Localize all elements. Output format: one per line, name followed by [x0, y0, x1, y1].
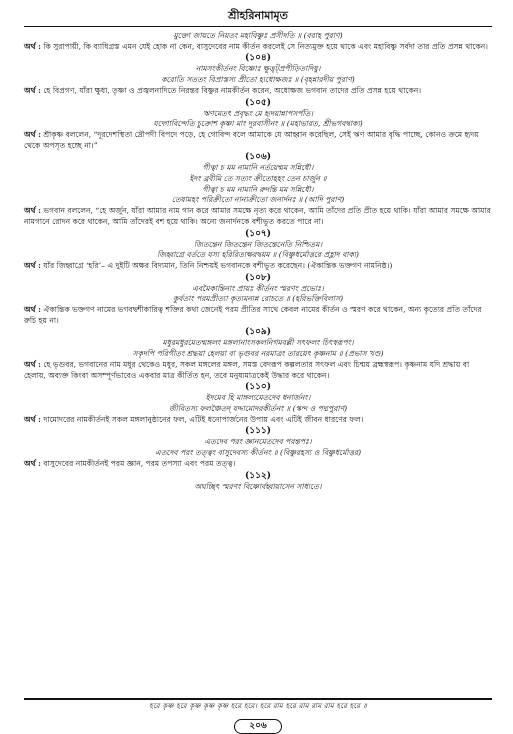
verse-line: জিতন্তেন জিতন্তেন জিতন্তেনেতি নিশ্চিতম।	[193, 239, 323, 249]
meaning-text: ভগবান বললেন, “হে অর্জুন, যাঁরা আমার নাম গান করে আমার সমক্ষে নৃত্য করে থাকেন, আমি তাঁদের প্রতি প্রীত হয়ে থাকি। যাঁরা আমার সমক্ষে আমার নামগানে রোদন করে থাকেন, আমি তাঁদেরই বশ হয়ে থাকি। অন্যে জনার্দনকে বশীভূত করতে পারে না।	[24, 206, 491, 226]
meaning-paragraph	[24, 415, 492, 426]
verse-line: গীত্বা চ মম নামানি নর্তয়েন্মম সন্নিধৌ।	[202, 163, 314, 173]
meaning-label: অর্থ :	[24, 458, 41, 468]
meaning-paragraph	[24, 42, 492, 53]
meaning-label: অর্থ :	[24, 414, 41, 424]
verse-line: এতদেব পরং তত্ত্বং বাসুদেবস্য কীর্তনং ॥ (বিষ্ণুরহস্য ও বিষ্ণুধর্মোত্তর)	[154, 448, 362, 458]
meaning-text: বাসুদেবের নামকীর্তনই পরম জ্ঞান, পরম তপস্যা এবং পরম তত্ত্ব।	[43, 458, 236, 468]
meaning-label: অর্থ :	[24, 129, 41, 139]
verse-number: (১০৭)	[244, 228, 272, 239]
meaning-text: হে ভৃগুবর, ভগবানের নাম মধুর থেকেও মধুর, সকল মঙ্গলের মঙ্গল, সমস্ত বেদরূপ কল্পলতার সৎফল এবং চিন্ময় ব্রহ্মস্বরূপ। কৃষ্ণনাম যদি শ্রদ্ধায় বা হেলায়, অব্যক্ত কিংবা অসম্পূর্ণভাবেও একবার মাত্র কীর্তিত হন, তবে মনুষ্যমাত্রকেই উদ্ধার করে থাকেন।	[24, 359, 470, 380]
meaning-label: অর্থ :	[24, 359, 41, 369]
verse-line: ইদং ব্রবীমি তে সত্যং ক্রীতোহহং তেন চার্জুন ॥	[189, 174, 327, 184]
verse-number: (১০৫)	[244, 97, 272, 108]
verse-line: মধুরমধুরমেতন্মঙ্গলং মঙ্গলানাংসকলনিগমবল্লী সৎফলং চিৎস্বরূপং।	[162, 338, 354, 348]
meaning-paragraph	[24, 86, 492, 97]
meaning-paragraph	[24, 459, 492, 470]
verse-line: জীবিতস্য ফলঞ্চৈতদ্ যদ্দামোদরকীর্তনং ॥ (স্কন্দ ও পদ্মপুরাণ)	[168, 403, 348, 413]
verse-number: (১০৯)	[244, 327, 272, 338]
meaning-label: অর্থ :	[24, 260, 41, 270]
verse-line: করোতি সততং বিপ্রাস্তস্য প্রীতো হ্যধোক্ষজঃ ॥ (বৃহন্নারদীয় পুরাণ)	[161, 75, 355, 85]
verse-line: তেষামহং পরিক্রীতো নান্যক্রীতো জনার্দনঃ ॥ (আদি পুরাণ)	[171, 195, 345, 205]
footer-mantra: হরে কৃষ্ণ হরে কৃষ্ণ কৃষ্ণ কৃষ্ণ হরে হরে। হরে রাম হরে রাম রাম রাম হরে হরে ॥	[149, 702, 367, 710]
meaning-label: অর্থ :	[24, 85, 41, 95]
meaning-label: অর্থ :	[24, 206, 41, 216]
verse-line: এবমৈকান্তিনাং প্রায়ঃ কীর্তনং স্মরণং প্রভোঃ।	[192, 283, 324, 293]
verse-line: এতদেব পরং জ্ঞানমেতদেব পরন্তপঃ।	[204, 437, 312, 447]
verse-line: সকৃদপি পরিগীতং শ্রদ্ধয়া হেলয়া বা ভৃগুবর নরমাত্রং তারয়েৎ কৃষ্ণনাম ॥ (প্রভাস খণ্ড)	[132, 349, 384, 359]
running-header-title: শ্রীহরিনামামৃত	[228, 9, 288, 22]
verse-number: (১০৪)	[244, 53, 272, 64]
meaning-text: হে বিপ্রগণ, যাঁরা ক্ষুধা, তৃষ্ণা ও প্রজ্বলনাদিতে নিরন্তর বিষ্ণুর নামকীর্তন করেন, অধোক্ষজ ভগবান তাদের প্রতি প্রসন্ন হয়ে থাকেন।	[43, 85, 422, 95]
verse-line: গীত্বা চ মম নামানি রুদন্তি মম সন্নিধৌ।	[202, 184, 314, 194]
meaning-paragraph	[24, 261, 492, 272]
meaning-text: কি সুরাপায়ী, কি ব্যাধিগ্রস্ত এমন যেই হোক না কেন, বাসুদেবের নাম কীর্তন করলেই সে নিত্যমুক্ত হয়ে থাকে এবং মহাবিষ্ণু সর্বদা তার প্রতি প্রসন্ন থাকেন।	[43, 41, 488, 51]
verse-line: জিহ্বাগ্রে বর্ততে যস্য হরিরিত্যক্ষরদ্বয়ম ॥ (বিষ্ণুধর্মোত্তরে প্রহ্লাদ বাক্য)	[157, 250, 359, 260]
meaning-label: অর্থ :	[24, 305, 41, 315]
meaning-paragraph	[24, 360, 492, 381]
verse-number: (১০৮)	[244, 272, 272, 283]
verse-line: অঘচ্ছিৎ স্মরণং বিষ্ণোর্বহ্বায়াসেন সাধ্যতে।	[194, 481, 322, 491]
page-number: ২০৬	[234, 719, 282, 734]
page-footer	[24, 698, 492, 734]
meaning-text: শ্রীকৃষ্ণ বললেন, “দূরদেশস্থিতা দ্রৌপদী বিপদে পড়ে, হে গোবিন্দ বলে আমাকে যে আহ্বান করেছিল, সেই ঋণ আমার বৃদ্ধি পাচ্ছে, কোনও ক্রমে হৃদয় থেকে অপসৃত হচ্ছে না।”	[24, 129, 479, 150]
meaning-paragraph	[24, 305, 492, 326]
meaning-text: ঐকান্তিক ভক্তগণ নামের ভগবদ্বশীকারিত্ব শক্তির কথা জেনেই পরম প্রীতির সাথে কেবল নামের কীর্তন ও স্মরণ করে থাকেন, অন্য কৃত্যের প্রতি তাঁদের রুচি হয় না।	[24, 305, 482, 325]
meaning-text: যাঁর জিহ্বাগ্রে ‘হরি’– এ দুইটি অক্ষর বিদ্যমান, তিনি নিশ্চয়ই ভগবানকে বশীভূত করেছেন। (ঐকান্তিক ভক্তগণ নামনিষ্ঠ।)	[43, 260, 393, 270]
verse-line: ইদমেব হি মাঙ্গল্যমেতদেব ধনার্জনং।	[205, 393, 311, 403]
meaning-paragraph	[24, 206, 492, 227]
verse-number: (১১১)	[244, 426, 272, 437]
verse-line: নামসংকীর্তনং বিষ্ণোঃ ক্ষুত্তৃট্‌প্রপীড়িতাদিষু।	[195, 64, 321, 74]
verse-line: মুক্তো জায়তে নিয়তং মহাবিষ্ণুঃ প্রসীদতি ॥ (বরাহ পুরাণ)	[173, 31, 343, 40]
verse-line: ঋণমেতৎ প্রবৃদ্ধং মে হৃদয়ান্নাপসর্পতি।	[203, 108, 313, 118]
book-page	[24, 8, 492, 731]
meaning-paragraph	[24, 130, 492, 151]
verse-number: (১১০)	[244, 382, 272, 393]
verse-line: যদ্গোবিন্দেতি চুক্রোশ কৃষ্ণা মাং দূরবাসীনং ॥ (মহাভারত, শ্রীভগবদ্বাক্য)	[153, 119, 363, 129]
verse-number: (১০৬)	[244, 152, 272, 163]
verse-line: কুর্বতাং পরমপ্রীত্যা কৃত্যমন্যন্ন রোচতে ॥ (হরিভক্তিবিলাস)	[172, 294, 344, 304]
page-body	[24, 31, 492, 492]
meaning-label: অর্থ :	[24, 41, 41, 51]
header-rule	[24, 26, 492, 27]
verse-number: (১১২)	[244, 470, 272, 481]
meaning-text: দামোদরের নামকীর্তনই সকল মঙ্গলানুষ্ঠানের ফল, এটিই ধনোপার্জনের উপায় এবং এটিই জীবন ধারণের ফল।	[43, 414, 364, 424]
